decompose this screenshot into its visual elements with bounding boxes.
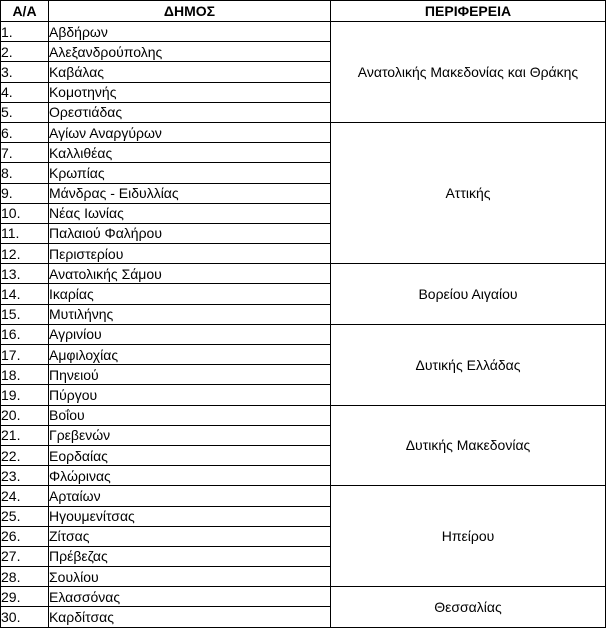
table-header-row — [1, 1, 606, 22]
municipality-cell: Ζίτσας — [49, 526, 331, 546]
municipality-cell: Αμφιλοχίας — [49, 345, 331, 365]
municipality-cell: Καρδίτσας — [49, 607, 331, 627]
row-number: 27. — [1, 546, 49, 566]
table-row — [1, 324, 606, 344]
table-row — [1, 486, 606, 506]
header-region: ΠΕΡΙΦΕΡΕΙΑ — [331, 1, 606, 22]
row-number: 2. — [1, 42, 49, 62]
row-number: 20. — [1, 405, 49, 425]
row-number: 29. — [1, 587, 49, 607]
row-number: 13. — [1, 264, 49, 284]
row-number: 19. — [1, 385, 49, 405]
municipality-cell: Νέας Ιωνίας — [49, 203, 331, 223]
header-municipality: ΔΗΜΟΣ — [49, 1, 331, 22]
row-number: 1. — [1, 22, 49, 42]
municipality-cell: Μάνδρας - Ειδυλλίας — [49, 183, 331, 203]
municipality-cell: Πρέβεζας — [49, 546, 331, 566]
row-number: 3. — [1, 62, 49, 82]
row-number: 14. — [1, 284, 49, 304]
municipality-cell: Αγίων Αναργύρων — [49, 122, 331, 142]
region-cell: Δυτικής Ελλάδας — [331, 324, 606, 405]
row-number: 23. — [1, 466, 49, 486]
header-number: Α/Α — [1, 1, 49, 22]
region-cell: Βορείου Αιγαίου — [331, 264, 606, 325]
municipality-cell: Φλώρινας — [49, 466, 331, 486]
table-row — [1, 264, 606, 284]
table-row — [1, 587, 606, 607]
municipality-cell: Ηγουμενίτσας — [49, 506, 331, 526]
municipality-cell: Πηνειού — [49, 365, 331, 385]
municipality-cell: Περιστερίου — [49, 244, 331, 264]
row-number: 26. — [1, 526, 49, 546]
municipality-cell: Κομοτηνής — [49, 82, 331, 102]
municipality-cell: Παλαιού Φαλήρου — [49, 223, 331, 243]
row-number: 10. — [1, 203, 49, 223]
row-number: 25. — [1, 506, 49, 526]
municipality-cell: Ικαρίας — [49, 284, 331, 304]
municipality-cell: Ελασσόνας — [49, 587, 331, 607]
municipality-cell: Καβάλας — [49, 62, 331, 82]
municipality-cell: Αβδήρων — [49, 22, 331, 42]
row-number: 12. — [1, 244, 49, 264]
row-number: 11. — [1, 223, 49, 243]
municipality-cell: Καλλιθέας — [49, 143, 331, 163]
municipality-cell: Αρταίων — [49, 486, 331, 506]
municipality-cell: Κρωπίας — [49, 163, 331, 183]
row-number: 9. — [1, 183, 49, 203]
municipality-cell: Αλεξανδρούπολης — [49, 42, 331, 62]
municipality-cell: Πύργου — [49, 385, 331, 405]
row-number: 21. — [1, 425, 49, 445]
row-number: 22. — [1, 445, 49, 465]
row-number: 16. — [1, 324, 49, 344]
row-number: 7. — [1, 143, 49, 163]
row-number: 15. — [1, 304, 49, 324]
municipality-cell: Γρεβενών — [49, 425, 331, 445]
municipality-cell: Μυτιλήνης — [49, 304, 331, 324]
row-number: 6. — [1, 122, 49, 142]
municipality-cell: Ανατολικής Σάμου — [49, 264, 331, 284]
municipality-cell: Βοΐου — [49, 405, 331, 425]
row-number: 8. — [1, 163, 49, 183]
row-number: 5. — [1, 102, 49, 122]
row-number: 30. — [1, 607, 49, 627]
region-cell: Ηπείρου — [331, 486, 606, 587]
row-number: 28. — [1, 567, 49, 587]
municipality-cell: Εορδαίας — [49, 445, 331, 465]
region-cell: Αττικής — [331, 122, 606, 263]
region-cell: Δυτικής Μακεδονίας — [331, 405, 606, 486]
table-row — [1, 22, 606, 42]
table-row — [1, 122, 606, 142]
region-cell: Ανατολικής Μακεδονίας και Θράκης — [331, 22, 606, 123]
row-number: 18. — [1, 365, 49, 385]
row-number: 24. — [1, 486, 49, 506]
municipality-cell: Σουλίου — [49, 567, 331, 587]
region-cell: Θεσσαλίας — [331, 587, 606, 627]
row-number: 17. — [1, 345, 49, 365]
table-body — [1, 22, 606, 628]
table-row — [1, 405, 606, 425]
row-number: 4. — [1, 82, 49, 102]
municipality-cell: Ορεστιάδας — [49, 102, 331, 122]
municipality-cell: Αγρινίου — [49, 324, 331, 344]
